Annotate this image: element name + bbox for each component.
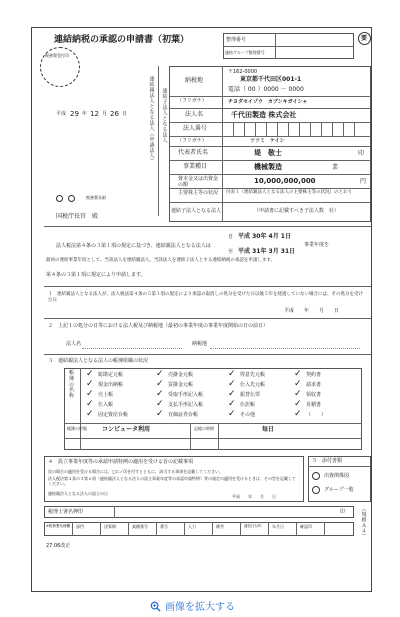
check-icon[interactable]: ✓ (294, 389, 302, 399)
attachment-1: 出資関係図 (324, 473, 350, 479)
check-icon[interactable]: ✓ (228, 409, 236, 419)
check-icon[interactable]: ✓ (156, 409, 164, 419)
tax-accountant-row (44, 506, 354, 518)
period-from-label: 自 (228, 234, 234, 240)
page-size-mark: （規格Ａ４） (360, 506, 367, 539)
application-form-sheet: 連結納税の承認の申請書（初葉） 要 整理番号 連結グループ整理番号 税務署受付印 平成 29 年 12 月 26 日 税務署長殿 国税庁長官 殿 連結親法人となる法人（申請法人） 連結子法人となる法人 納税地 （フリガナ） 法人名 法人番号 （フリガナ） 代表者氏名 事業種目 資本金又は出資金の額 主要株主等の状況 連結子法人となる法人 〒162-0000 東京都千代田区001-1 電話（ 00 ）0000 － 0000 チヨダセイゾウ カブシキガイシャ 千代田製造 株式会社 ツツミ ケイシ 堤 敬士 印 機械製造 業 10,000,000,000 円 付表１（連結親法人となる法人の主要株主等の状況）のとおり （申請書に記載すべき子法人数 社） 法人税法第４条の３第１項の規定に基づき、連結親法人となる法人は 自 平成 30年 4月 1日 事業年度を 至 平成 31年 3月 31日 最初の連結事業年度として、当該法人を連結親法人、当該法人を連結子法人とする連結納税の承認を申請します。 第４条の３第１項に規定により申請します。 １ 連結親法人となる法人が、法人税法第４条の５第１項の規定により承認の取消しの処分を受けた日以後５年を経過していない場合には、その処分を受けた日 平成 年 月 日 ２ 上記１の処分の日等における法人税及び納税地（最初の事業年度の事業年度開始の日の前日） 法人名 納税地 ３ 連結親法人となる法人の帳簿組織の状況 帳簿の名称 帳簿の形態 コンピュータ利用 記帳の時期 毎日 ✓ 総勘定元帳 ✓ 現金出納帳 ✓ 売上帳 ✓ 仕入帳 ✓ 固定資産台帳 ✓ 売掛金元帳 ✓ 買掛金元帳 ✓ 受取手形記入帳 ✓ 支払手形記入帳 ✓ 有価証券台帳 ✓ 得意先元帳 ✓ 仕入先元帳 ✓ 振替伝票 ✓ 仕訳帳 ✓ その他 ✓ 契約書 ✓ 請求書 ✓ 領収書 ✓ 見積書 ✓ （ ） ４ 設立事業年度等の承認申請特例の適用を受ける旨の記載事項 次の場合の適用を受ける場合には、□に✓印を付すとともに、該当する事項を記載してください。 法人税法第４条の３第６項（連結親法人となる法人の設立事業年度等の承認申請特例）等の規定の適用を受けるときは、その旨を記載してください。 連結親法人となる法人の設立の日 平成 年 月 日 ５ 添付書類 出資関係図 グループ一覧 税理士署名押印 印 ※税務署処理欄 部門 決算期 業種番号 番号 入力 備考 通信日付印 年月日 確認印 27.06改正 （規格Ａ４） (31, 27, 372, 592)
check-icon[interactable]: ✓ (294, 399, 302, 409)
postal-code: 〒162-0000 (228, 69, 258, 75)
form-title: 連結納税の承認の申請書（初葉） (54, 35, 190, 45)
check-icon[interactable]: ✓ (294, 369, 302, 379)
group-number-label: 連結グループ整理番号 (225, 50, 265, 55)
rep-label: 代表者氏名 (178, 149, 209, 156)
attachment-1-option[interactable] (312, 472, 320, 480)
body-line2: 最初の連結事業年度として、当該法人を連結親法人、当該法人を連結子法人とする連結納税の承認を申請します。 (46, 258, 276, 263)
period-to: 平成 31年 3月 31日 (238, 248, 296, 255)
attachment-2: グループ一覧 (324, 487, 354, 493)
magnifier-icon (150, 601, 161, 612)
rep-kana: ツツミ ケイシ (250, 138, 285, 144)
item4-text3: 連結親法人となる法人の設立の日 (48, 491, 108, 496)
capital-value: 10,000,000,000 (254, 177, 316, 185)
check-icon[interactable]: ✓ (86, 369, 94, 379)
check-icon[interactable]: ✓ (294, 379, 302, 389)
corp-number-label: 法人番号 (183, 125, 208, 132)
record-label: 記帳の時期 (194, 426, 214, 431)
check-icon[interactable]: ✓ (156, 389, 164, 399)
item1-date: 平成 年 月 日 (284, 308, 340, 314)
item4-text1: 次の場合の適用を受ける場合には、□に✓印を付すとともに、該当する事項を記載してください。 (48, 469, 224, 474)
version-label: 27.06改正 (46, 543, 71, 549)
books-row-label: 帳簿の名称 (69, 370, 75, 399)
sub-count-note: （申請書に記載すべき子法人数 社） (254, 208, 339, 214)
body-line3: 第４条の３第１項に規定により申請します。 (46, 272, 146, 278)
tax-accountant-label: 税理士署名押印 (48, 509, 84, 515)
check-icon[interactable]: ✓ (86, 389, 94, 399)
furigana-label-rep: （フリガナ） (177, 138, 207, 144)
tax-office-option[interactable] (56, 195, 63, 202)
tax-office-name: 国税庁長官 殿 (56, 213, 99, 220)
check-icon[interactable]: ✓ (228, 369, 236, 379)
body-line1: 法人税法第４条の３第１項の規定に基づき、連結親法人となる法人は (56, 243, 211, 249)
office-label: 主要株主等の状況 (178, 190, 219, 196)
check-icon[interactable]: ✓ (156, 379, 164, 389)
capital-unit: 円 (360, 178, 367, 185)
company-label: 法人名 (185, 111, 204, 118)
tax-office-suffix: 税務署長殿 (86, 195, 106, 200)
item4-date: 平成 年 月 日 (232, 494, 276, 499)
method-label: 帳簿の形態 (67, 426, 87, 431)
item2-company: 法人名 (66, 341, 82, 347)
zoom-link[interactable] (150, 598, 235, 613)
tax-accountant-seal: 印 (340, 509, 346, 515)
address-value: 東京都千代田区001-1 (240, 76, 302, 83)
parent-side-label: 連結子法人となる法人 (161, 88, 168, 143)
check-icon[interactable]: ✓ (156, 399, 164, 409)
record-value: 毎日 (262, 426, 275, 433)
method-value: コンピュータ利用 (102, 426, 151, 433)
capital-label: 資本金又は出資金の額 (178, 176, 219, 188)
phone-value: 電話（ 00 ）0000 － 0000 (228, 86, 304, 93)
address-label: 納税地 (185, 77, 204, 84)
item2-text: ２ 上記１の処分の日等における法人税及び納税地（最初の事業年度の事業年度開始の日の前日） (48, 323, 269, 329)
tax-office-option[interactable] (68, 195, 75, 202)
check-icon[interactable]: ✓ (86, 409, 94, 419)
item4-title: ４ 設立事業年度等の承認申請特例の適用を受ける旨の記載事項 (48, 459, 194, 465)
period-from: 平成 30年 4月 1日 (238, 233, 291, 240)
zoom-label: 画像を拡大する (165, 602, 235, 613)
company-name: 千代田製造 株式会社 (231, 111, 297, 119)
check-icon[interactable]: ✓ (294, 409, 302, 419)
business-value: 機械製造 (254, 163, 282, 171)
check-icon[interactable]: ✓ (86, 399, 94, 409)
item1-text: １ 連結親法人となる法人が、法人税法第４条の５第１項の規定により承認の取消しの処分を受けた日以後５年を経過していない場合には、その処分を受けた日 (48, 292, 363, 303)
receipt-stamp: 税務署受付印 (40, 47, 80, 87)
check-icon[interactable]: ✓ (228, 379, 236, 389)
attachment-2-option[interactable] (312, 486, 320, 494)
applicant-side-label: 連結親法人となる法人（申請法人） (148, 76, 155, 164)
rep-name: 堤 敬士 (254, 149, 282, 157)
required-mark: 要 (358, 32, 371, 45)
furigana-label: （フリガナ） (177, 98, 207, 104)
item4-text2: 法人税法第４条の３第６項（連結親法人となる法人の設立事業年度等の承認申請特例）等の規定の適用を受けるときは、その旨を記載してください。 (48, 476, 296, 486)
item2-address: 納税地 (192, 341, 208, 347)
check-icon[interactable]: ✓ (228, 399, 236, 409)
business-label: 事業種目 (183, 163, 208, 170)
item3-text: ３ 連結親法人となる法人の帳簿組織の状況 (48, 358, 149, 364)
office-note: 付表１（連結親法人となる法人の主要株主等の状況）のとおり (226, 190, 352, 195)
attachments-title: ５ 添付書類 (312, 458, 343, 464)
sub-count-label: 連結子法人となる法人 (171, 208, 222, 214)
company-kana: チヨダセイゾウ カブシキガイシャ (228, 99, 308, 105)
period-to-label: 至 (228, 249, 234, 255)
check-icon[interactable]: ✓ (228, 389, 236, 399)
mgmt-number-label: 整理番号 (226, 37, 247, 43)
check-icon[interactable]: ✓ (156, 369, 164, 379)
rep-seal: 印 (358, 150, 365, 157)
business-suffix: 業 (332, 164, 339, 171)
period-label: 事業年度を (304, 242, 330, 248)
check-icon[interactable]: ✓ (86, 379, 94, 389)
